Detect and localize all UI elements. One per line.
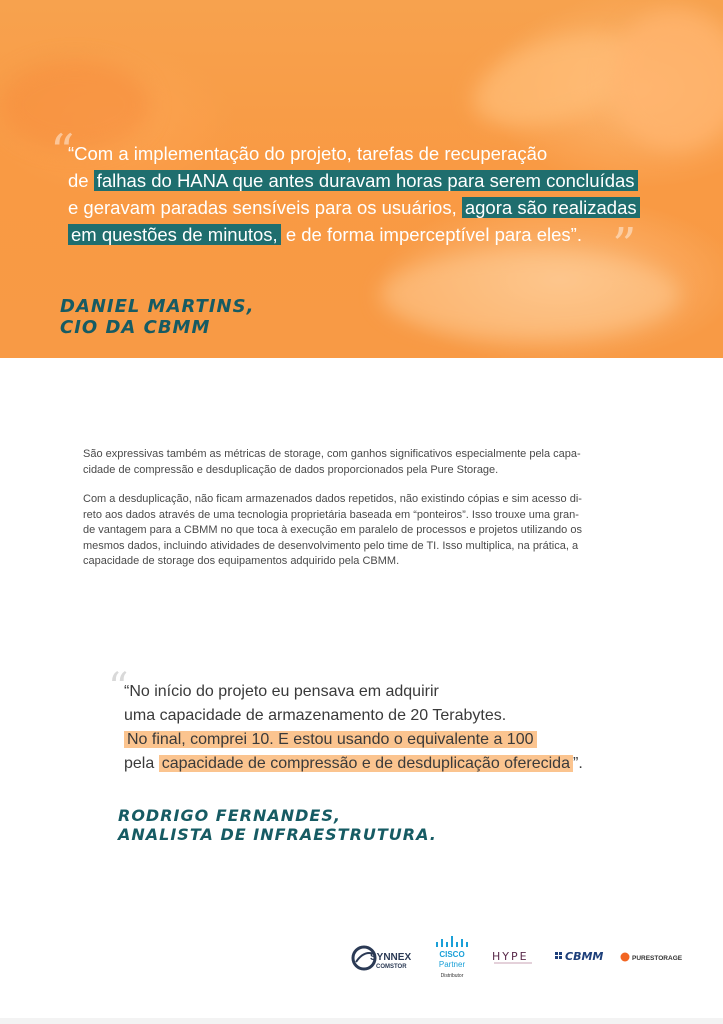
quote-line: em questões de minutos, e de forma imperceptível para eles”. [68,221,708,248]
synnex-main-text: SYNNEX [370,952,412,963]
highlight-teal: agora são realizadas [462,197,640,218]
open-quote-icon: “ [108,665,129,711]
author-role: CIO DA CBMM [60,317,211,338]
synnex-comstor-logo [350,942,420,979]
quote-line: uma capacidade de armazenamento de 20 Terabytes. [124,707,507,724]
quote-author-cio [60,296,254,338]
highlight-teal: em questões de minutos, [68,224,281,245]
highlight-teal: falhas do HANA que antes duravam horas para serem concluídas [94,170,638,191]
partner-logos [350,936,690,980]
author-name: RODRIGO FERNANDES, [118,806,341,825]
quote-author-analyst [118,806,437,844]
open-quote-icon: “ [50,124,75,180]
close-quote-icon: ” [612,218,637,274]
pure-storage-symbol-icon [621,953,630,962]
highlight-orange: capacidade de compressão e de desduplicação oferecida [159,755,573,772]
cbmm-text: CBMM [565,950,604,963]
author-role: ANALISTA DE INFRAESTRUTURA. [118,825,437,844]
author-name: DANIEL MARTINS, [60,296,255,317]
page-footer-strip [0,1018,723,1024]
synnex-swoosh-icon [350,942,420,974]
pull-quote-analyst [124,680,644,776]
quote-line: “Com a implementação do projeto, tarefas de recuperação [68,143,548,164]
highlight-orange: No final, comprei 10. E estou usando o equivalente a 100 [124,731,537,748]
quote-line: “No início do projeto eu pensava em adquirir [124,683,439,700]
pure-storage-text: PURESTORAGE [632,955,683,962]
synnex-sub-text: COMSTOR [376,964,407,970]
paragraph-storage-metrics: São expressivas também as métricas de storage, com ganhos significativos especialmente pela capa- cidade de compressão e desduplicação de dados proporcionados pela Pure Storage. [83,448,581,476]
cbmm-symbol-icon [555,952,562,959]
cisco-partner-logo [432,936,472,985]
hype-text: HYPE [492,950,529,963]
paragraph-deduplication: Com a desduplicação, não ficam armazenados dados repetidos, não existindo cópias e sim acesso di- reto aos dados através de uma tecnologia proprietária baseada em “ponteiros”. Isso trouxe uma gran- de vantagem para a CBMM no que toca à execução em paralelo de processos e projetos utilizando os mesmos dados, incluindo atividades de desenvolvimento pelo time de TI. Isso multiplica, na prática, a capacidade de storage dos equipamentos adquirido pela CBMM. [83,493,582,567]
cisco-tag-text: Distributor [440,973,464,979]
quote-line: de falhas do HANA que antes duravam horas para serem concluídas [68,167,708,194]
cisco-sub-text: Partner [438,960,466,969]
pure-storage-logo [620,950,684,969]
quote-line: e geravam paradas sensíveis para os usuários, agora são realizadas [68,194,708,221]
hype-wordmark [490,948,536,966]
hero-banner [0,0,723,358]
cisco-main-text: CISCO [439,950,465,959]
cisco-bars-icon [432,936,472,980]
background-blur-shape [610,10,723,150]
pure-storage-wordmark [620,950,684,964]
hype-logo [490,948,536,971]
pull-quote-cio [68,140,708,248]
quote-line: pela capacidade de compressão e de desduplicação oferecida ”. [124,755,583,772]
quote-line [124,728,644,752]
background-blur-shape [0,60,150,150]
cbmm-logo [554,948,610,969]
cbmm-wordmark [554,948,610,964]
